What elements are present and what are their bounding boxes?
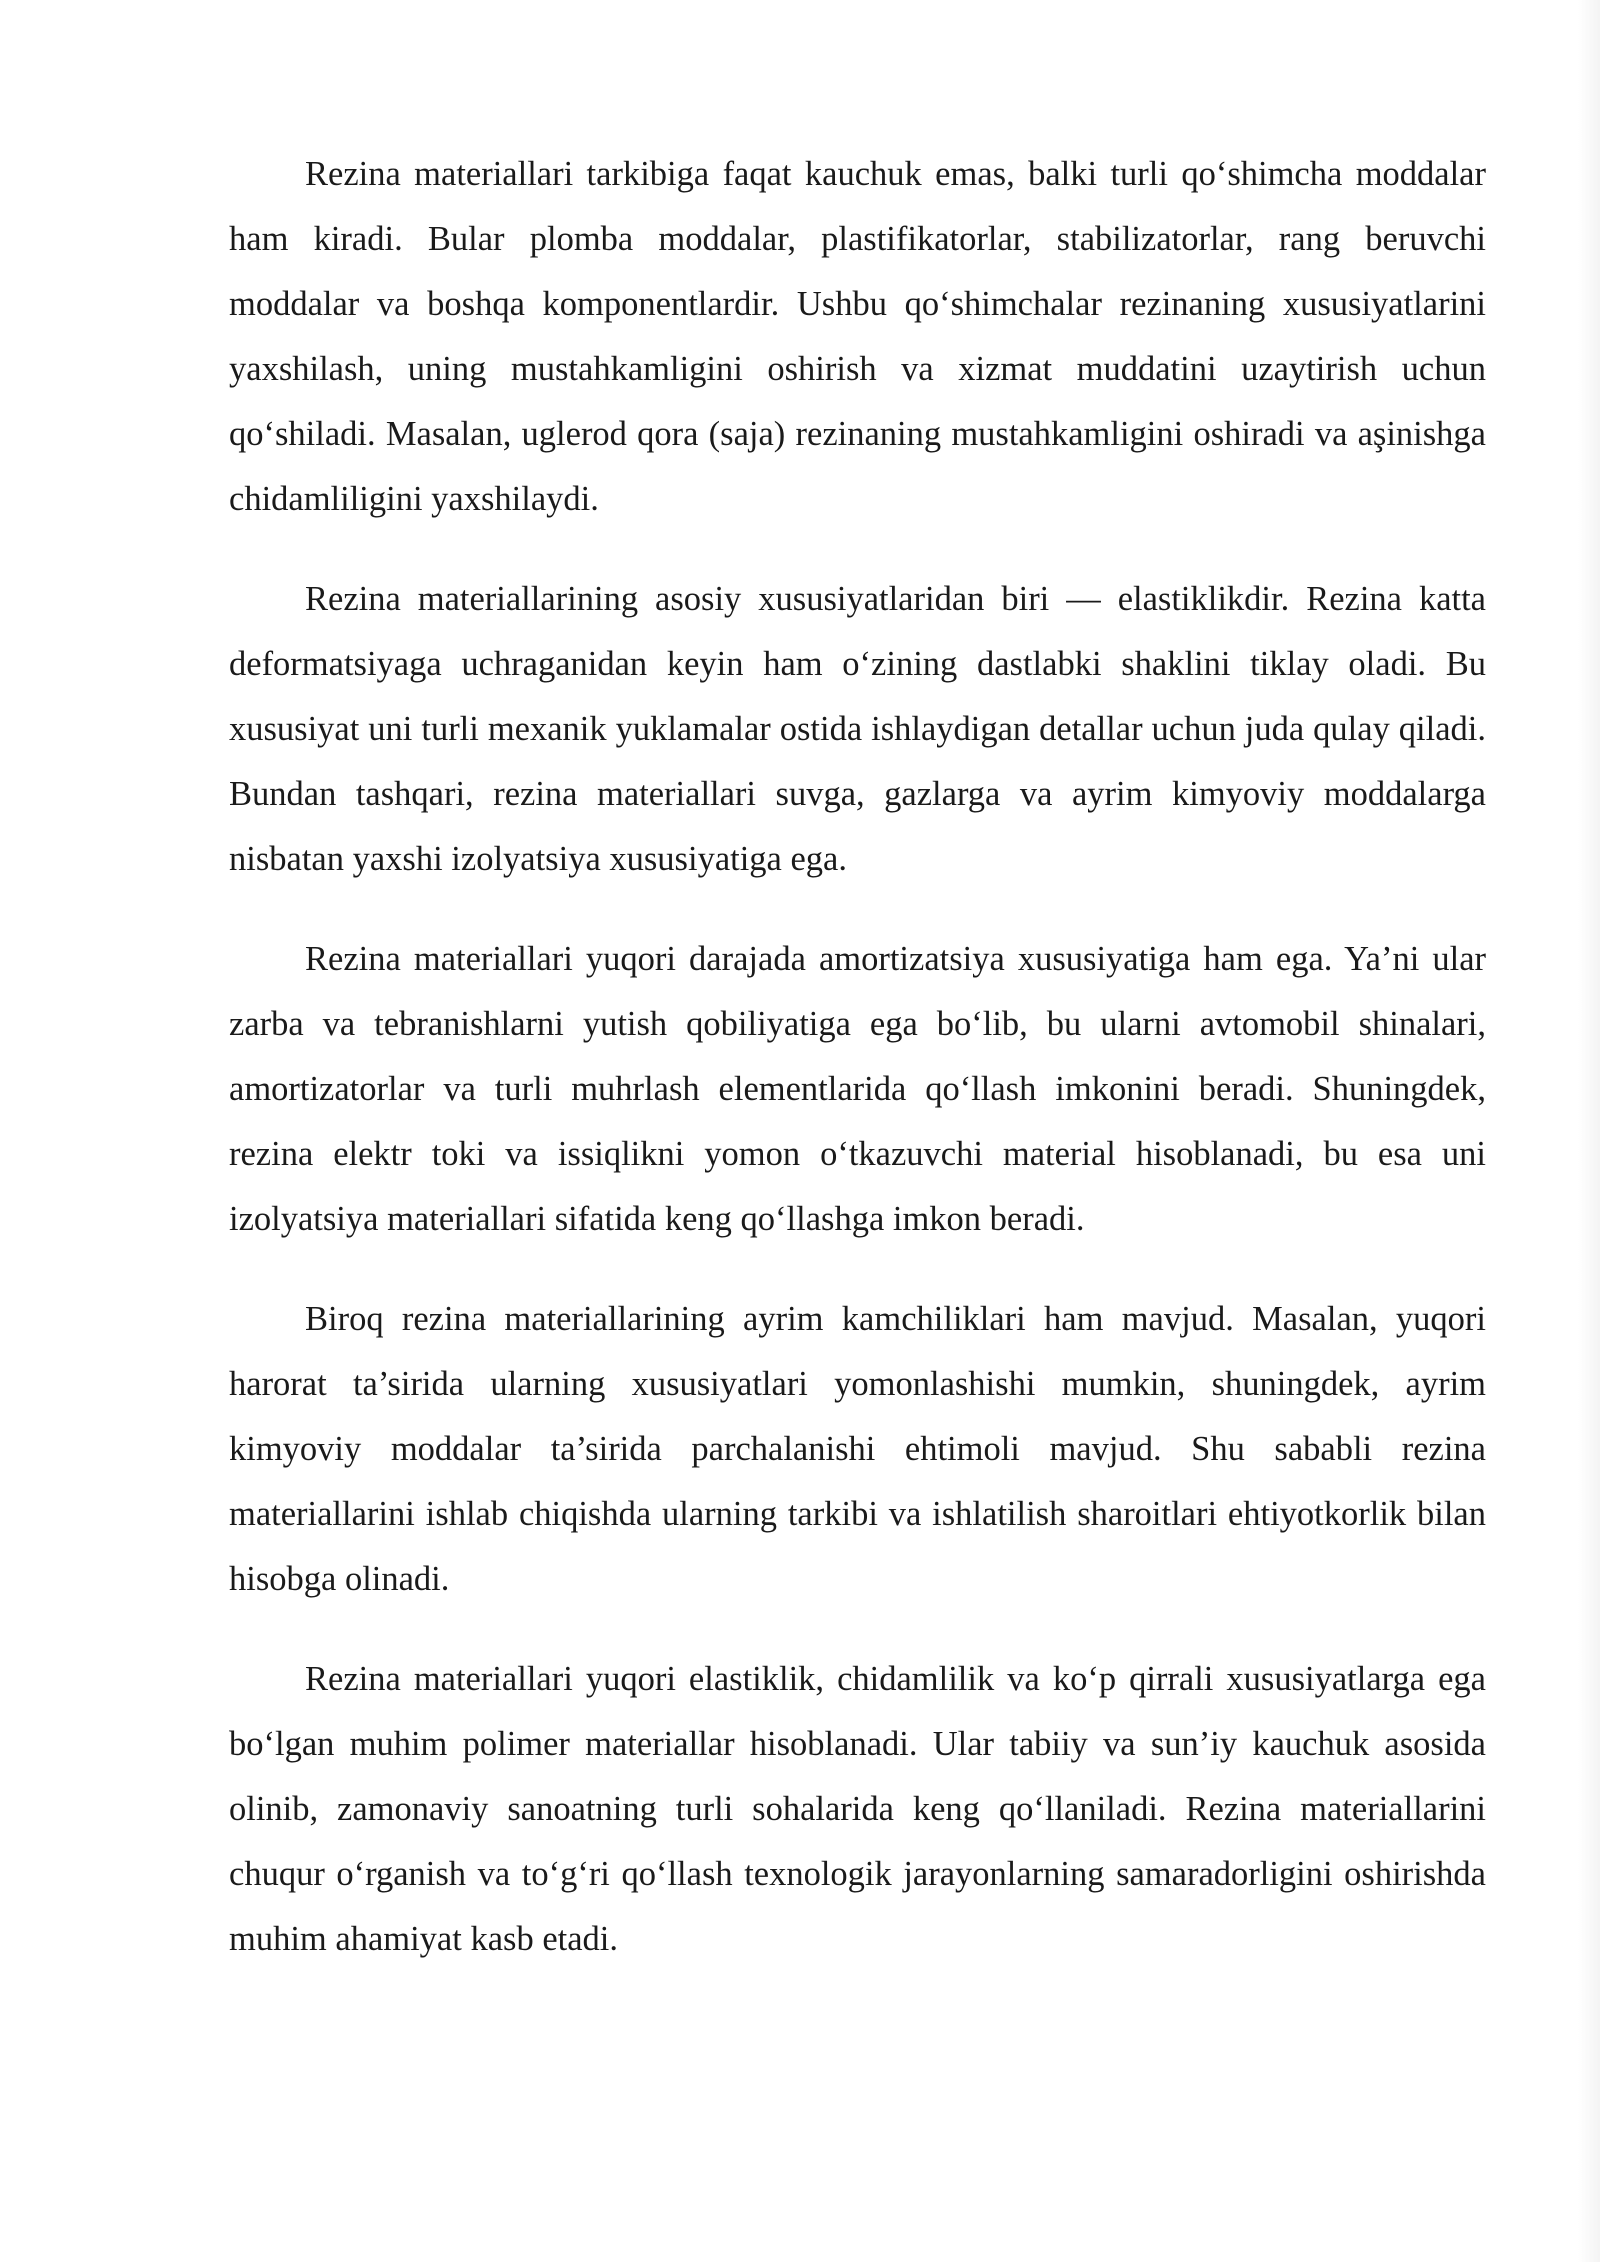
paragraph-3: Rezina materiallari yuqori darajada amortizatsiya xususiyatiga ham ega. Ya’ni ular zarba va tebranishlarni yutish qobiliyatiga ega bo‘lib, bu ularni avtomobil shinalari, amortizatorlar va turli muhrlash elementlarida qo‘llash imkonini beradi. Shuningdek, rezina elektr toki va issiqlikni yomon o‘tkazuvchi material hisoblanadi, bu esa uni izolyatsiya materiallari sifatida keng qo‘llashga imkon beradi. <box>229 940 1486 1238</box>
paragraph-4: Biroq rezina materiallarining ayrim kamchiliklari ham mavjud. Masalan, yuqori harorat ta’sirida ularning xususiyatlari yomonlashishi mumkin, shuningdek, ayrim kimyoviy moddalar ta’sirida parchalanishi ehtimoli mavjud. Shu sababli rezina materiallarini ishlab chiqishda ularning tarkibi va ishlatilish sharoitlari ehtiyotkorlik bilan hisobga olinadi. <box>229 1300 1486 1598</box>
page-edge-shadow <box>1578 0 1600 2262</box>
paragraph-5: Rezina materiallari yuqori elastiklik, chidamlilik va ko‘p qirrali xususiyatlarga ega bo‘lgan muhim polimer materiallar hisoblanadi. Ular tabiiy va sun’iy kauchuk asosida olinib, zamonaviy sanoatning turli sohalarida keng qo‘llaniladi. Rezina materiallarini chuqur o‘rganish va to‘g‘ri qo‘llash texnologik jarayonlarning samaradorligini oshirishda muhim ahamiyat kasb etadi. <box>229 1660 1486 1958</box>
document-body <box>229 142 1486 2007</box>
paragraph-1: Rezina materiallari tarkibiga faqat kauchuk emas, balki turli qo‘shimcha moddalar ham kiradi. Bular plomba moddalar, plastifikatorlar, stabilizatorlar, rang beruvchi moddalar va boshqa komponentlardir. Ushbu qo‘shimchalar rezinaning xususiyatlarini yaxshilash, uning mustahkamligini oshirish va xizmat muddatini uzaytirish uchun qo‘shiladi. Masalan, uglerod qora (saja) rezinaning mustahkamligini oshiradi va aşinishga chidamliligini yaxshilaydi. <box>229 155 1486 518</box>
paragraph-2: Rezina materiallarining asosiy xususiyatlaridan biri — elastiklikdir. Rezina katta deformatsiyaga uchraganidan keyin ham o‘zining dastlabki shaklini tiklay oladi. Bu xususiyat uni turli mexanik yuklamalar ostida ishlaydigan detallar uchun juda qulay qiladi. Bundan tashqari, rezina materiallari suvga, gazlarga va ayrim kimyoviy moddalarga nisbatan yaxshi izolyatsiya xususiyatiga ega. <box>229 580 1486 878</box>
